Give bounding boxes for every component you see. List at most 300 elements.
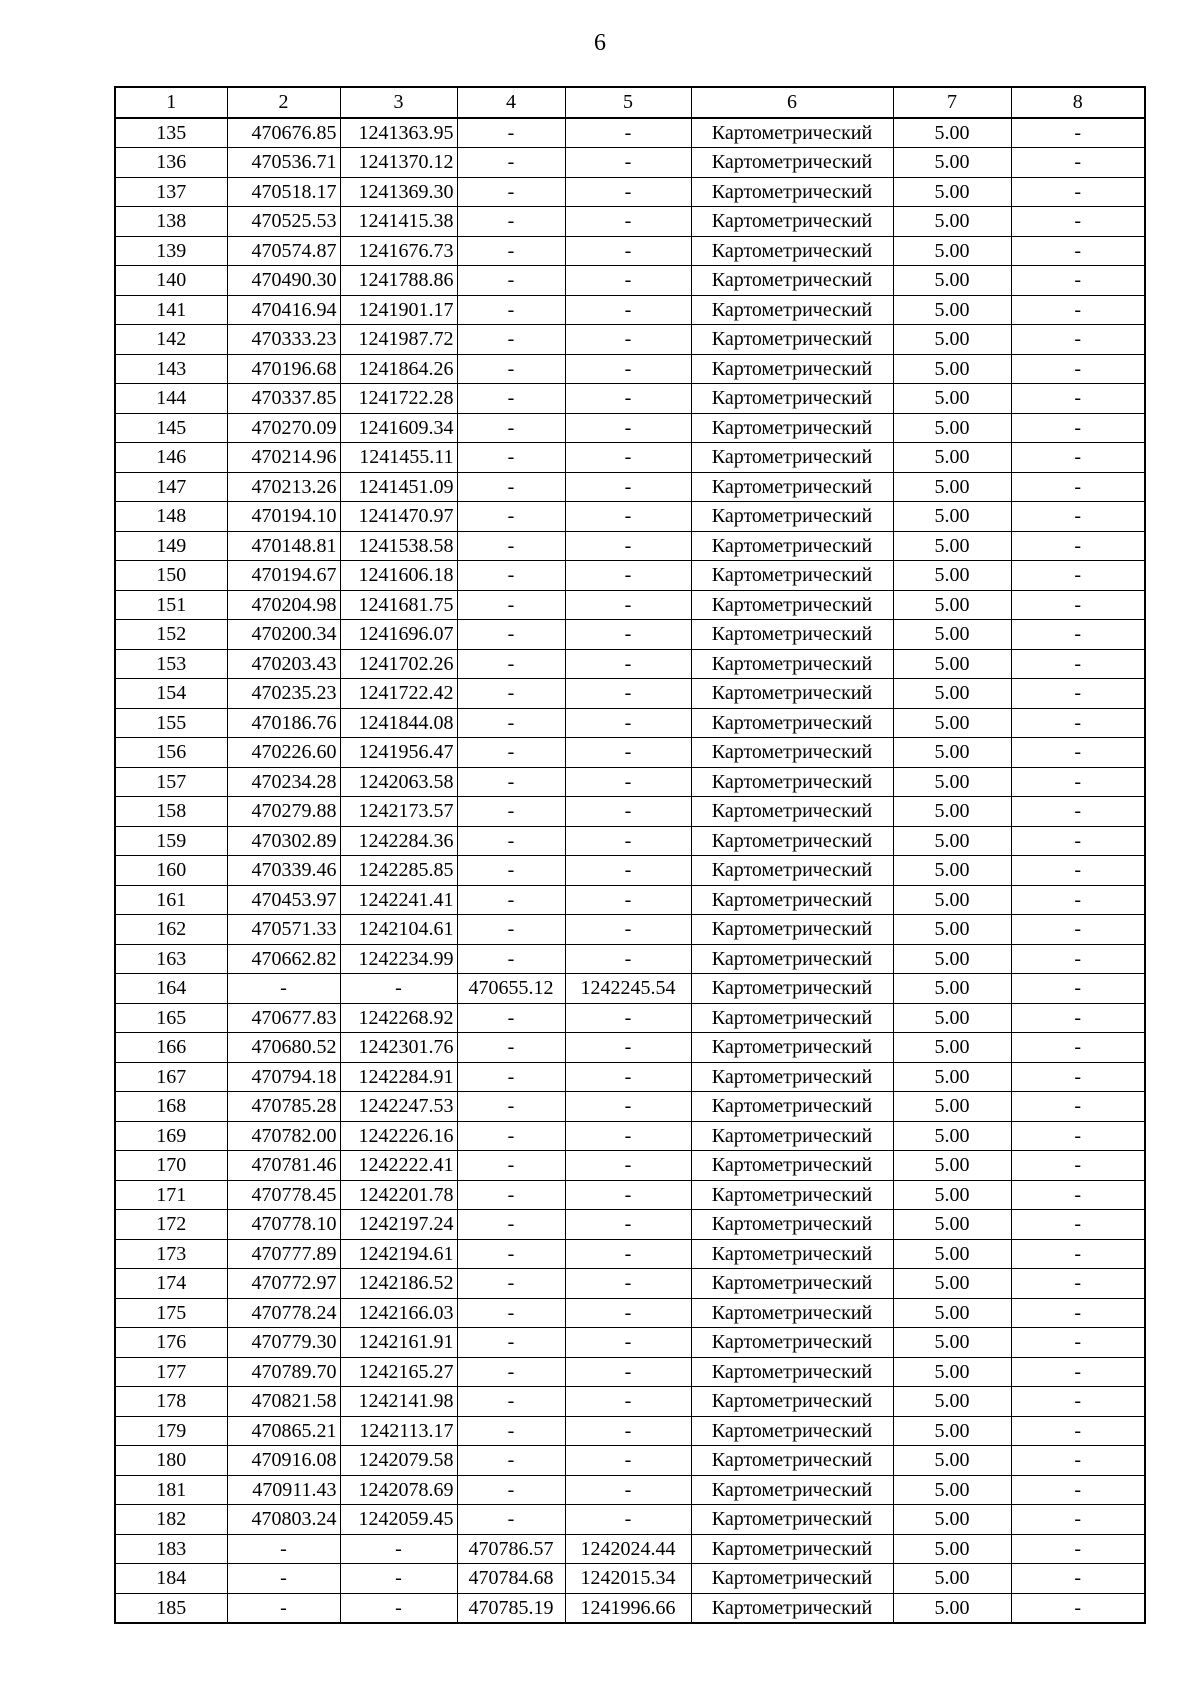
method-cell: Картометрический xyxy=(691,148,893,178)
table-row xyxy=(115,236,1145,266)
point-number-cell: 183 xyxy=(115,1534,227,1564)
accuracy-cell: 5.00 xyxy=(893,207,1011,237)
x-coordinate-cell: 470234.28 xyxy=(227,767,340,797)
new-x-coordinate-cell: - xyxy=(457,177,565,207)
method-cell: Картометрический xyxy=(691,649,893,679)
point-number-cell: 161 xyxy=(115,885,227,915)
new-y-coordinate-cell: - xyxy=(565,944,691,974)
column-header: 7 xyxy=(893,87,1011,118)
method-cell: Картометрический xyxy=(691,590,893,620)
new-x-coordinate-cell: - xyxy=(457,649,565,679)
method-cell: Картометрический xyxy=(691,1298,893,1328)
new-y-coordinate-cell: 1242024.44 xyxy=(565,1534,691,1564)
x-coordinate-cell: 470911.43 xyxy=(227,1475,340,1505)
accuracy-cell: 5.00 xyxy=(893,354,1011,384)
x-coordinate-cell: - xyxy=(227,974,340,1004)
accuracy-cell: 5.00 xyxy=(893,472,1011,502)
new-y-coordinate-cell: - xyxy=(565,207,691,237)
table-row xyxy=(115,1210,1145,1240)
accuracy-cell: 5.00 xyxy=(893,118,1011,148)
new-y-coordinate-cell: - xyxy=(565,1505,691,1535)
table-row xyxy=(115,590,1145,620)
y-coordinate-cell: 1241369.30 xyxy=(340,177,457,207)
table-row xyxy=(115,295,1145,325)
description-cell: - xyxy=(1011,826,1145,856)
y-coordinate-cell: 1241987.72 xyxy=(340,325,457,355)
accuracy-cell: 5.00 xyxy=(893,1092,1011,1122)
accuracy-cell: 5.00 xyxy=(893,266,1011,296)
x-coordinate-cell: 470821.58 xyxy=(227,1387,340,1417)
new-x-coordinate-cell: - xyxy=(457,885,565,915)
description-cell: - xyxy=(1011,236,1145,266)
point-number-cell: 148 xyxy=(115,502,227,532)
column-header: 8 xyxy=(1011,87,1145,118)
table-row xyxy=(115,738,1145,768)
accuracy-cell: 5.00 xyxy=(893,502,1011,532)
point-number-cell: 146 xyxy=(115,443,227,473)
point-number-cell: 181 xyxy=(115,1475,227,1505)
x-coordinate-cell: 470204.98 xyxy=(227,590,340,620)
table-row xyxy=(115,502,1145,532)
description-cell: - xyxy=(1011,1210,1145,1240)
new-y-coordinate-cell: - xyxy=(565,738,691,768)
table-row xyxy=(115,1062,1145,1092)
table-row xyxy=(115,531,1145,561)
y-coordinate-cell: 1241609.34 xyxy=(340,413,457,443)
table-row xyxy=(115,826,1145,856)
method-cell: Картометрический xyxy=(691,1357,893,1387)
accuracy-cell: 5.00 xyxy=(893,1328,1011,1358)
x-coordinate-cell: 470518.17 xyxy=(227,177,340,207)
description-cell: - xyxy=(1011,1534,1145,1564)
y-coordinate-cell: 1242079.58 xyxy=(340,1446,457,1476)
x-coordinate-cell: 470270.09 xyxy=(227,413,340,443)
new-x-coordinate-cell: - xyxy=(457,561,565,591)
new-x-coordinate-cell: - xyxy=(457,1239,565,1269)
accuracy-cell: 5.00 xyxy=(893,236,1011,266)
method-cell: Картометрический xyxy=(691,1564,893,1594)
table-row xyxy=(115,1328,1145,1358)
table-row xyxy=(115,944,1145,974)
description-cell: - xyxy=(1011,1151,1145,1181)
accuracy-cell: 5.00 xyxy=(893,767,1011,797)
description-cell: - xyxy=(1011,974,1145,1004)
point-number-cell: 173 xyxy=(115,1239,227,1269)
description-cell: - xyxy=(1011,207,1145,237)
y-coordinate-cell: 1242078.69 xyxy=(340,1475,457,1505)
method-cell: Картометрический xyxy=(691,1446,893,1476)
y-coordinate-cell: 1242285.85 xyxy=(340,856,457,886)
table-row xyxy=(115,1298,1145,1328)
column-header: 1 xyxy=(115,87,227,118)
new-y-coordinate-cell: - xyxy=(565,472,691,502)
y-coordinate-cell: 1242173.57 xyxy=(340,797,457,827)
y-coordinate-cell: 1242268.92 xyxy=(340,1003,457,1033)
description-cell: - xyxy=(1011,561,1145,591)
table-row xyxy=(115,1534,1145,1564)
description-cell: - xyxy=(1011,620,1145,650)
x-coordinate-cell: 470213.26 xyxy=(227,472,340,502)
accuracy-cell: 5.00 xyxy=(893,148,1011,178)
new-y-coordinate-cell: - xyxy=(565,1033,691,1063)
description-cell: - xyxy=(1011,148,1145,178)
description-cell: - xyxy=(1011,1328,1145,1358)
table-row xyxy=(115,561,1145,591)
new-x-coordinate-cell: - xyxy=(457,1033,565,1063)
y-coordinate-cell: 1242141.98 xyxy=(340,1387,457,1417)
new-y-coordinate-cell: - xyxy=(565,1151,691,1181)
new-x-coordinate-cell: - xyxy=(457,1505,565,1535)
new-y-coordinate-cell: - xyxy=(565,266,691,296)
column-header: 6 xyxy=(691,87,893,118)
y-coordinate-cell: 1241722.28 xyxy=(340,384,457,414)
method-cell: Картометрический xyxy=(691,177,893,207)
table-row xyxy=(115,797,1145,827)
table-row xyxy=(115,620,1145,650)
table-row xyxy=(115,1033,1145,1063)
description-cell: - xyxy=(1011,1416,1145,1446)
y-coordinate-cell: 1242186.52 xyxy=(340,1269,457,1299)
accuracy-cell: 5.00 xyxy=(893,1003,1011,1033)
description-cell: - xyxy=(1011,1357,1145,1387)
method-cell: Картометрический xyxy=(691,1151,893,1181)
x-coordinate-cell: 470777.89 xyxy=(227,1239,340,1269)
new-x-coordinate-cell: - xyxy=(457,708,565,738)
method-cell: Картометрический xyxy=(691,1475,893,1505)
x-coordinate-cell: 470865.21 xyxy=(227,1416,340,1446)
description-cell: - xyxy=(1011,118,1145,148)
x-coordinate-cell: 470490.30 xyxy=(227,266,340,296)
new-y-coordinate-cell: - xyxy=(565,325,691,355)
method-cell: Картометрический xyxy=(691,384,893,414)
description-cell: - xyxy=(1011,502,1145,532)
coordinates-table xyxy=(114,86,1146,1624)
header-row xyxy=(115,87,1145,118)
method-cell: Картометрический xyxy=(691,354,893,384)
new-x-coordinate-cell: - xyxy=(457,1357,565,1387)
point-number-cell: 149 xyxy=(115,531,227,561)
y-coordinate-cell: - xyxy=(340,1534,457,1564)
method-cell: Картометрический xyxy=(691,974,893,1004)
description-cell: - xyxy=(1011,354,1145,384)
new-y-coordinate-cell: - xyxy=(565,443,691,473)
method-cell: Картометрический xyxy=(691,1003,893,1033)
description-cell: - xyxy=(1011,649,1145,679)
y-coordinate-cell: 1242234.99 xyxy=(340,944,457,974)
description-cell: - xyxy=(1011,1298,1145,1328)
table-row xyxy=(115,649,1145,679)
description-cell: - xyxy=(1011,590,1145,620)
point-number-cell: 137 xyxy=(115,177,227,207)
new-x-coordinate-cell: - xyxy=(457,590,565,620)
x-coordinate-cell: 470916.08 xyxy=(227,1446,340,1476)
new-y-coordinate-cell: - xyxy=(565,118,691,148)
accuracy-cell: 5.00 xyxy=(893,915,1011,945)
table-row xyxy=(115,384,1145,414)
point-number-cell: 154 xyxy=(115,679,227,709)
accuracy-cell: 5.00 xyxy=(893,620,1011,650)
y-coordinate-cell: 1242063.58 xyxy=(340,767,457,797)
table-row xyxy=(115,266,1145,296)
description-cell: - xyxy=(1011,708,1145,738)
method-cell: Картометрический xyxy=(691,1033,893,1063)
point-number-cell: 155 xyxy=(115,708,227,738)
x-coordinate-cell: 470574.87 xyxy=(227,236,340,266)
method-cell: Картометрический xyxy=(691,708,893,738)
point-number-cell: 158 xyxy=(115,797,227,827)
x-coordinate-cell: 470680.52 xyxy=(227,1033,340,1063)
new-y-coordinate-cell: - xyxy=(565,1092,691,1122)
accuracy-cell: 5.00 xyxy=(893,797,1011,827)
point-number-cell: 182 xyxy=(115,1505,227,1535)
table-row xyxy=(115,1121,1145,1151)
y-coordinate-cell: 1241788.86 xyxy=(340,266,457,296)
accuracy-cell: 5.00 xyxy=(893,649,1011,679)
method-cell: Картометрический xyxy=(691,118,893,148)
new-x-coordinate-cell: - xyxy=(457,413,565,443)
new-y-coordinate-cell: - xyxy=(565,1121,691,1151)
accuracy-cell: 5.00 xyxy=(893,1121,1011,1151)
point-number-cell: 162 xyxy=(115,915,227,945)
point-number-cell: 163 xyxy=(115,944,227,974)
y-coordinate-cell: - xyxy=(340,974,457,1004)
point-number-cell: 166 xyxy=(115,1033,227,1063)
x-coordinate-cell: 470571.33 xyxy=(227,915,340,945)
new-y-coordinate-cell: - xyxy=(565,915,691,945)
y-coordinate-cell: 1241470.97 xyxy=(340,502,457,532)
accuracy-cell: 5.00 xyxy=(893,413,1011,443)
accuracy-cell: 5.00 xyxy=(893,1387,1011,1417)
y-coordinate-cell: 1241676.73 xyxy=(340,236,457,266)
y-coordinate-cell: 1241696.07 xyxy=(340,620,457,650)
point-number-cell: 145 xyxy=(115,413,227,443)
accuracy-cell: 5.00 xyxy=(893,1534,1011,1564)
accuracy-cell: 5.00 xyxy=(893,856,1011,886)
column-header: 3 xyxy=(340,87,457,118)
x-coordinate-cell: - xyxy=(227,1564,340,1594)
x-coordinate-cell: 470194.10 xyxy=(227,502,340,532)
table-row xyxy=(115,1387,1145,1417)
method-cell: Картометрический xyxy=(691,325,893,355)
new-x-coordinate-cell: 470785.19 xyxy=(457,1593,565,1623)
accuracy-cell: 5.00 xyxy=(893,974,1011,1004)
accuracy-cell: 5.00 xyxy=(893,1269,1011,1299)
page-number: 6 xyxy=(594,30,606,56)
method-cell: Картометрический xyxy=(691,236,893,266)
method-cell: Картометрический xyxy=(691,1534,893,1564)
new-x-coordinate-cell: - xyxy=(457,148,565,178)
new-y-coordinate-cell: - xyxy=(565,1269,691,1299)
new-y-coordinate-cell: - xyxy=(565,177,691,207)
new-y-coordinate-cell: - xyxy=(565,1387,691,1417)
description-cell: - xyxy=(1011,325,1145,355)
y-coordinate-cell: 1241606.18 xyxy=(340,561,457,591)
point-number-cell: 175 xyxy=(115,1298,227,1328)
accuracy-cell: 5.00 xyxy=(893,1357,1011,1387)
accuracy-cell: 5.00 xyxy=(893,885,1011,915)
method-cell: Картометрический xyxy=(691,944,893,974)
x-coordinate-cell: 470453.97 xyxy=(227,885,340,915)
point-number-cell: 184 xyxy=(115,1564,227,1594)
y-coordinate-cell: 1241455.11 xyxy=(340,443,457,473)
method-cell: Картометрический xyxy=(691,295,893,325)
x-coordinate-cell: 470194.67 xyxy=(227,561,340,591)
description-cell: - xyxy=(1011,1387,1145,1417)
x-coordinate-cell: 470778.24 xyxy=(227,1298,340,1328)
x-coordinate-cell: 470803.24 xyxy=(227,1505,340,1535)
x-coordinate-cell: 470339.46 xyxy=(227,856,340,886)
description-cell: - xyxy=(1011,1239,1145,1269)
new-y-coordinate-cell: - xyxy=(565,236,691,266)
x-coordinate-cell: 470279.88 xyxy=(227,797,340,827)
new-y-coordinate-cell: - xyxy=(565,767,691,797)
point-number-cell: 140 xyxy=(115,266,227,296)
method-cell: Картометрический xyxy=(691,1092,893,1122)
table-row xyxy=(115,767,1145,797)
y-coordinate-cell: 1241722.42 xyxy=(340,679,457,709)
description-cell: - xyxy=(1011,443,1145,473)
description-cell: - xyxy=(1011,1121,1145,1151)
description-cell: - xyxy=(1011,1593,1145,1623)
method-cell: Картометрический xyxy=(691,531,893,561)
table-row xyxy=(115,472,1145,502)
accuracy-cell: 5.00 xyxy=(893,1151,1011,1181)
new-y-coordinate-cell: 1242245.54 xyxy=(565,974,691,1004)
new-x-coordinate-cell: - xyxy=(457,266,565,296)
new-y-coordinate-cell: 1242015.34 xyxy=(565,1564,691,1594)
description-cell: - xyxy=(1011,679,1145,709)
table-body xyxy=(115,118,1145,1624)
point-number-cell: 180 xyxy=(115,1446,227,1476)
y-coordinate-cell: 1241415.38 xyxy=(340,207,457,237)
description-cell: - xyxy=(1011,738,1145,768)
x-coordinate-cell: 470662.82 xyxy=(227,944,340,974)
x-coordinate-cell: 470337.85 xyxy=(227,384,340,414)
accuracy-cell: 5.00 xyxy=(893,1505,1011,1535)
x-coordinate-cell: 470302.89 xyxy=(227,826,340,856)
point-number-cell: 165 xyxy=(115,1003,227,1033)
new-y-coordinate-cell: - xyxy=(565,1062,691,1092)
table-row xyxy=(115,148,1145,178)
y-coordinate-cell: 1242222.41 xyxy=(340,1151,457,1181)
table-row xyxy=(115,1239,1145,1269)
point-number-cell: 167 xyxy=(115,1062,227,1092)
new-x-coordinate-cell: - xyxy=(457,1446,565,1476)
point-number-cell: 142 xyxy=(115,325,227,355)
accuracy-cell: 5.00 xyxy=(893,531,1011,561)
accuracy-cell: 5.00 xyxy=(893,1210,1011,1240)
point-number-cell: 139 xyxy=(115,236,227,266)
x-coordinate-cell: 470772.97 xyxy=(227,1269,340,1299)
x-coordinate-cell: 470416.94 xyxy=(227,295,340,325)
description-cell: - xyxy=(1011,1564,1145,1594)
new-y-coordinate-cell: - xyxy=(565,384,691,414)
new-x-coordinate-cell: - xyxy=(457,915,565,945)
method-cell: Картометрический xyxy=(691,738,893,768)
new-y-coordinate-cell: - xyxy=(565,1357,691,1387)
description-cell: - xyxy=(1011,1269,1145,1299)
description-cell: - xyxy=(1011,1446,1145,1476)
new-y-coordinate-cell: - xyxy=(565,797,691,827)
y-coordinate-cell: 1241451.09 xyxy=(340,472,457,502)
method-cell: Картометрический xyxy=(691,443,893,473)
point-number-cell: 144 xyxy=(115,384,227,414)
column-header: 5 xyxy=(565,87,691,118)
method-cell: Картометрический xyxy=(691,561,893,591)
point-number-cell: 164 xyxy=(115,974,227,1004)
new-x-coordinate-cell: - xyxy=(457,1475,565,1505)
method-cell: Картометрический xyxy=(691,1062,893,1092)
accuracy-cell: 5.00 xyxy=(893,826,1011,856)
method-cell: Картометрический xyxy=(691,413,893,443)
table-row xyxy=(115,885,1145,915)
table-row xyxy=(115,325,1145,355)
x-coordinate-cell: 470214.96 xyxy=(227,443,340,473)
description-cell: - xyxy=(1011,177,1145,207)
new-x-coordinate-cell: - xyxy=(457,620,565,650)
description-cell: - xyxy=(1011,1505,1145,1535)
x-coordinate-cell: 470676.85 xyxy=(227,118,340,148)
new-x-coordinate-cell: - xyxy=(457,797,565,827)
method-cell: Картометрический xyxy=(691,1416,893,1446)
point-number-cell: 174 xyxy=(115,1269,227,1299)
new-y-coordinate-cell: - xyxy=(565,1003,691,1033)
table-row xyxy=(115,354,1145,384)
new-x-coordinate-cell: - xyxy=(457,295,565,325)
accuracy-cell: 5.00 xyxy=(893,384,1011,414)
accuracy-cell: 5.00 xyxy=(893,1033,1011,1063)
description-cell: - xyxy=(1011,295,1145,325)
table-row xyxy=(115,1269,1145,1299)
accuracy-cell: 5.00 xyxy=(893,1062,1011,1092)
new-x-coordinate-cell: - xyxy=(457,1062,565,1092)
y-coordinate-cell: 1242165.27 xyxy=(340,1357,457,1387)
y-coordinate-cell: 1242301.76 xyxy=(340,1033,457,1063)
new-x-coordinate-cell: - xyxy=(457,679,565,709)
y-coordinate-cell: 1241844.08 xyxy=(340,708,457,738)
method-cell: Картометрический xyxy=(691,856,893,886)
new-y-coordinate-cell: - xyxy=(565,148,691,178)
new-y-coordinate-cell: - xyxy=(565,1475,691,1505)
point-number-cell: 179 xyxy=(115,1416,227,1446)
description-cell: - xyxy=(1011,1003,1145,1033)
new-y-coordinate-cell: - xyxy=(565,1416,691,1446)
method-cell: Картометрический xyxy=(691,679,893,709)
description-cell: - xyxy=(1011,1475,1145,1505)
accuracy-cell: 5.00 xyxy=(893,1446,1011,1476)
description-cell: - xyxy=(1011,797,1145,827)
y-coordinate-cell: 1241681.75 xyxy=(340,590,457,620)
accuracy-cell: 5.00 xyxy=(893,1180,1011,1210)
new-y-coordinate-cell: - xyxy=(565,620,691,650)
y-coordinate-cell: 1241864.26 xyxy=(340,354,457,384)
point-number-cell: 160 xyxy=(115,856,227,886)
y-coordinate-cell: 1242284.91 xyxy=(340,1062,457,1092)
new-x-coordinate-cell: - xyxy=(457,944,565,974)
new-y-coordinate-cell: - xyxy=(565,649,691,679)
x-coordinate-cell: 470789.70 xyxy=(227,1357,340,1387)
x-coordinate-cell: - xyxy=(227,1534,340,1564)
description-cell: - xyxy=(1011,856,1145,886)
point-number-cell: 177 xyxy=(115,1357,227,1387)
table-row xyxy=(115,118,1145,148)
table-row xyxy=(115,1003,1145,1033)
new-x-coordinate-cell: - xyxy=(457,325,565,355)
y-coordinate-cell: 1241702.26 xyxy=(340,649,457,679)
new-x-coordinate-cell: - xyxy=(457,767,565,797)
method-cell: Картометрический xyxy=(691,1593,893,1623)
table-row xyxy=(115,1446,1145,1476)
